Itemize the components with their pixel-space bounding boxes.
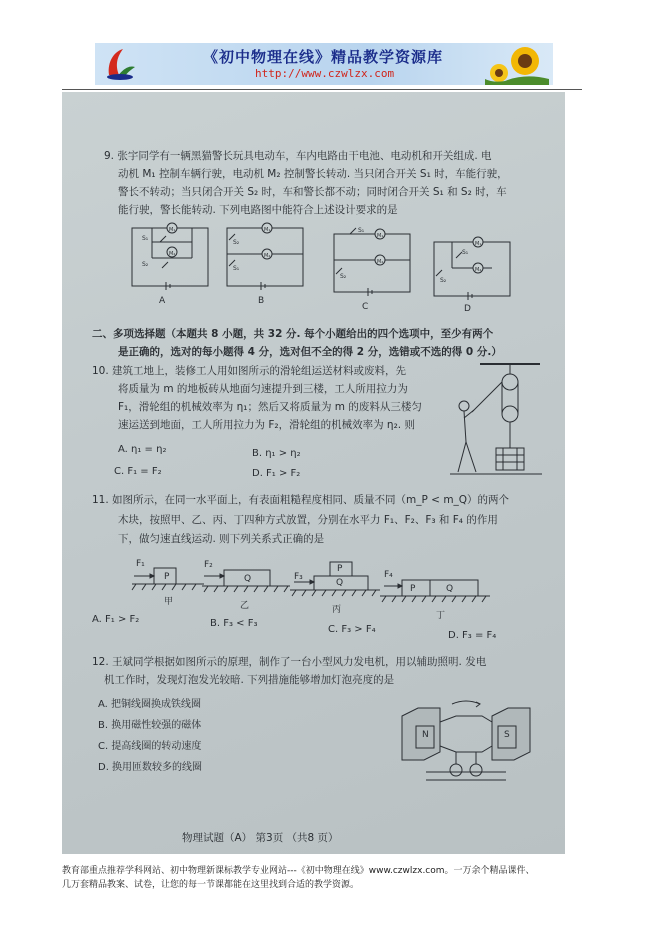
banner-url[interactable]: http://www.czwlzx.com <box>255 67 395 80</box>
q11-line-2: 木块，按照甲、乙、丙、丁四种方式放置，分别在水平力 F₁、F₂、F₃ 和 F₄ 的作用 <box>118 514 498 526</box>
svg-text:M₁: M₁ <box>475 241 482 247</box>
svg-text:M₁: M₁ <box>377 233 384 239</box>
force-label-f3: F₃ <box>294 572 303 582</box>
svg-text:S₂: S₂ <box>142 261 149 268</box>
svg-text:M₁: M₁ <box>264 227 271 233</box>
q12-option-b: B. 换用磁性较强的磁体 <box>98 720 202 731</box>
q10-line-1: 10. 建筑工地上，装修工人用如图所示的滑轮组运送材料或废料，先 <box>92 365 407 377</box>
q10-option-b: B. η₁ > η₂ <box>252 448 301 459</box>
q11-option-d: D. F₃ = F₄ <box>448 630 497 641</box>
section-2-line-1: 二、多项选择题（本题共 8 小题，共 32 分. 每个小题给出的四个选项中，至少有两个 <box>92 328 494 340</box>
magnet-pole-s: S <box>504 730 510 740</box>
q9-line-3: 警长不转动；当只闭合开关 S₂ 时，车和警长都不动；同时闭合开关 S₁ 和 S₂ 时，车 <box>118 186 507 198</box>
q9-line-4: 能行驶，警长能转动. 下列电路图中能符合上述设计要求的是 <box>118 204 398 216</box>
block-label-q-bing: Q <box>336 578 344 588</box>
block-label-q-ding: Q <box>446 584 454 594</box>
site-banner <box>95 43 553 85</box>
page-number-footer: 物理试题（A） 第3页 （共8 页） <box>182 832 339 844</box>
q11-option-b: B. F₃ < F₃ <box>210 618 258 629</box>
pulley-worker-figure <box>450 362 542 486</box>
header-rule <box>62 89 582 90</box>
footer-line-1: 教育部重点推荐学科网站、初中物理新课标教学专业网站---《初中物理在线》www.czwlzx.com。一万余个精品课件、 <box>62 866 535 876</box>
svg-text:M₂: M₂ <box>475 267 482 273</box>
site-footer <box>62 864 602 892</box>
block-label-p-bing: P <box>337 564 343 574</box>
svg-text:M₂: M₂ <box>264 253 271 259</box>
q12-line-1: 12. 王斌同学根据如图所示的原理，制作了一台小型风力发电机，用以辅助照明. 发电 <box>92 656 487 668</box>
footer-line-2: 几万套精品教案、试卷，让您的每一节课都能在这里找到合适的教学资源。 <box>62 880 360 890</box>
q10-option-d: D. F₁ > F₂ <box>252 468 301 479</box>
svg-text:S₁: S₁ <box>462 249 469 256</box>
circuit-diagram-c <box>332 227 414 296</box>
q12-option-a: A. 把铜线圈换成铁线圈 <box>98 699 202 710</box>
force-label-f1: F₁ <box>136 559 145 569</box>
magnet-pole-n: N <box>422 730 429 740</box>
circuit-a-caption: A <box>159 296 166 306</box>
svg-text:S₁: S₁ <box>233 265 240 272</box>
q10-line-4: 速运送到地面，工人所用拉力为 F₂，滑轮组的机械效率为 η₂. 则 <box>118 419 415 431</box>
block-figure-ding <box>380 572 492 612</box>
figure-caption-ding: 丁 <box>436 611 446 621</box>
q12-line-2: 机工作时，发现灯泡发光较暗. 下列措施能够增加灯泡亮度的是 <box>104 674 395 686</box>
figure-caption-jia: 甲 <box>164 597 174 607</box>
block-label-p-jia: P <box>164 572 170 582</box>
force-label-f4: F₄ <box>384 570 393 580</box>
q11-option-c: C. F₃ > F₄ <box>328 624 376 635</box>
svg-text:S₂: S₂ <box>340 273 347 280</box>
force-label-f2: F₂ <box>204 560 213 570</box>
circuit-c-caption: C <box>362 302 369 312</box>
block-label-p-ding: P <box>410 584 416 594</box>
svg-text:S₂: S₂ <box>233 239 240 246</box>
q12-option-c: C. 提高线圈的转动速度 <box>98 741 202 752</box>
q10-line-3: F₁，滑轮组的机械效率为 η₁；然后又将质量为 m 的废料从三楼匀 <box>118 401 422 413</box>
q9-line-2: 动机 M₁ 控制车辆行驶，电动机 M₂ 控制警长转动. 当只闭合开关 S₁ 时，车能行驶， <box>118 168 508 180</box>
circuit-d-caption: D <box>464 304 471 314</box>
svg-text:M₂: M₂ <box>169 251 176 257</box>
svg-text:M₂: M₂ <box>377 259 384 265</box>
svg-text:S₂: S₂ <box>440 277 447 284</box>
svg-text:M₁: M₁ <box>169 227 176 233</box>
section-2-line-2: 是正确的，选对的每小题得 4 分，选对但不全的得 2 分，选错或不选的得 0 分.） <box>118 346 502 358</box>
exam-page-photo <box>62 92 565 854</box>
q11-line-3: 下，做匀速直线运动. 则下列关系式正确的是 <box>118 533 325 545</box>
q12-option-d: D. 换用匝数较多的线圈 <box>98 762 203 773</box>
q10-line-2: 将质量为 m 的地板砖从地面匀速提升到三楼，工人所用拉力为 <box>118 383 408 395</box>
circuit-diagram-d <box>432 238 514 300</box>
q9-line-1: 9. 张宇同学有一辆黑猫警长玩具电动车，车内电路由干电池、电动机和开关组成. 电 <box>104 150 492 162</box>
q11-option-a: A. F₁ > F₂ <box>92 614 140 625</box>
banner-title: 《初中物理在线》精品教学资源库 <box>203 48 444 66</box>
q10-option-a: A. η₁ = η₂ <box>118 444 167 455</box>
circuit-b-caption: B <box>258 296 265 306</box>
figure-caption-bing: 丙 <box>332 605 342 615</box>
figure-caption-yi: 乙 <box>240 601 250 611</box>
circuit-diagram-a <box>130 224 212 290</box>
q10-option-c: C. F₁ = F₂ <box>114 466 162 477</box>
site-logo-icon <box>103 47 137 81</box>
svg-text:S₁: S₁ <box>142 235 149 242</box>
svg-text:S₁: S₁ <box>358 227 365 234</box>
generator-figure <box>396 702 536 786</box>
sunflower-icon <box>485 43 549 85</box>
block-label-q-yi: Q <box>244 574 252 584</box>
circuit-diagram-b <box>225 224 307 290</box>
q11-line-1: 11. 如图所示，在同一水平面上，有表面粗糙程度相同、质量不同（m_P < m_Q）的两个 <box>92 494 510 506</box>
